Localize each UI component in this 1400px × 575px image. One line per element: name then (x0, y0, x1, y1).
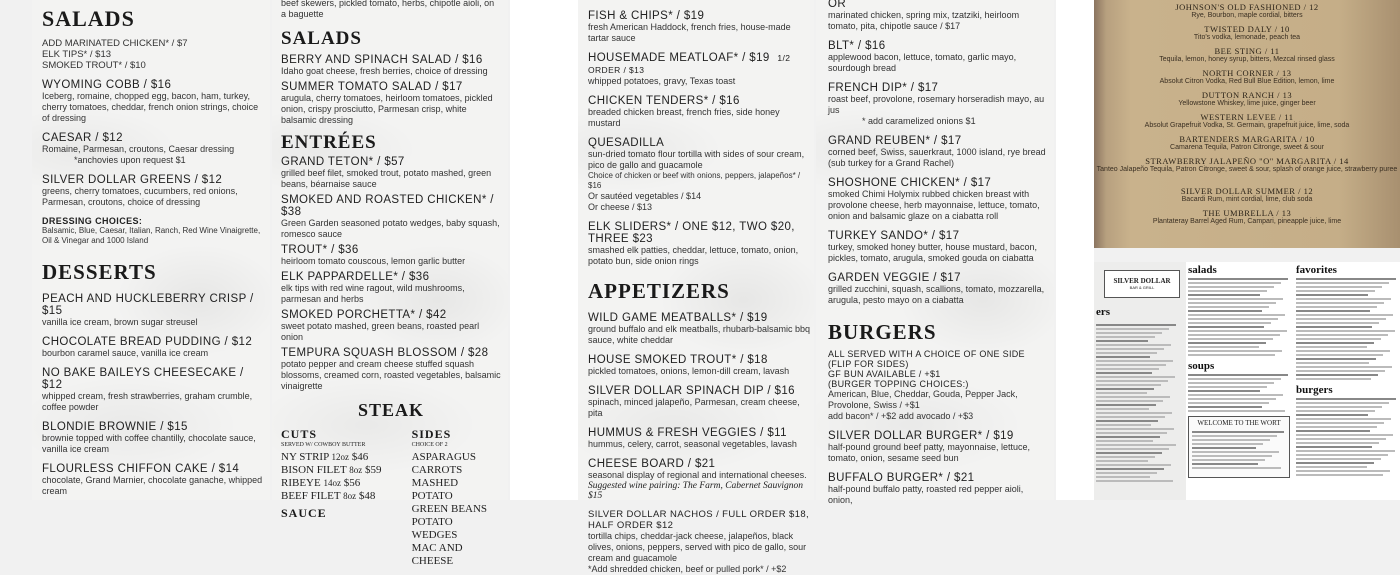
logo: SILVER DOLLAR BAR & GRILL (1104, 270, 1180, 298)
thumb-text-line (1192, 431, 1284, 433)
thumb-text-line (1296, 322, 1379, 324)
thumb-text-line (1188, 334, 1280, 336)
sandwich-desc: roast beef, provolone, rosemary horseradish mayo, au jus (828, 94, 1045, 115)
thumb-text-line (1296, 318, 1386, 320)
menu-item-option: Choice of chicken or beef with onions, peppers, jalapeños* / $16 (588, 171, 801, 190)
thumb-text-line (1096, 400, 1163, 402)
thumb-salads: salads (1188, 264, 1217, 276)
appetizer-desc: pickled tomatoes, onions, lemon-dill cream, lavash (588, 366, 790, 376)
cocktail-item (1094, 186, 1400, 203)
thumb-text-line (1096, 480, 1173, 482)
appetizer-name: WILD GAME MEATBALLS* / $19 (588, 312, 768, 324)
sandwich-desc: grilled zucchini, squash, scallions, tomato, mozzarella, arugula, pesto mayo on a ciabatta (828, 284, 1045, 305)
sides-heading: SIDES (411, 427, 452, 441)
thumb-text-line (1296, 334, 1388, 336)
dessert-name: CHOCOLATE BREAD PUDDING / $12 (42, 336, 253, 348)
cocktail-desc: Rye, Bourbon, maple cordial, bitters (1191, 12, 1303, 19)
cocktail-name: DUTTON RANCH / 13 (1201, 90, 1293, 100)
thumb-text-line (1096, 348, 1164, 350)
cocktail-item (1094, 24, 1400, 41)
thumb-text-line (1096, 428, 1174, 430)
topping-desc: American, Blue, Cheddar, Gouda, Pepper Jack, Provolone, Swiss / +$1 (828, 389, 1018, 410)
cocktail-item (1094, 208, 1400, 225)
menu-item-name: CHICKEN TENDERS* / $16 (588, 95, 740, 107)
thumb-text-line (1188, 338, 1273, 340)
menu-item-desc: Iceberg, romaine, chopped egg, bacon, ham, turkey, cherry tomatoes, cheddar, french onion strings, choice of dressing (42, 91, 259, 123)
entree-name: SMOKED PORCHETTA* / $42 (281, 309, 447, 321)
cocktail-desc: Tanteo Jalapeño Tequila, Patron Citronge, sweet & sour, splash of orange juice, strawberry puree (1096, 166, 1398, 173)
cocktail-desc: Tequila, lemon, honey syrup, bitters, Mezcal rinsed glass (1159, 56, 1335, 63)
appetizer-desc: seasonal display of regional and international cheeses. (588, 470, 807, 480)
menu-item-desc: marinated chicken, spring mix, tzatziki, heirloom tomato, pita, chipotle sauce / $17 (828, 10, 1020, 31)
thumb-burgers: burgers (1296, 384, 1333, 396)
cut-row: BEEF FILET 8oz $48 (281, 490, 376, 502)
dessert-name: FLOURLESS CHIFFON CAKE / $14 (42, 463, 240, 475)
thumb-text-line (1296, 350, 1390, 352)
thumb-left-page (1094, 262, 1186, 500)
appetizer-desc: ground buffalo and elk meatballs, rhubarb-balsamic bbq sauce, white cheddar (588, 324, 810, 345)
thumb-text-line (1096, 424, 1151, 426)
thumb-text-line (1188, 354, 1275, 356)
thumb-text-line (1296, 298, 1391, 300)
thumb-text-line (1096, 364, 1166, 366)
cocktail-desc: Bacardi Rum, mint cordial, lime, club soda (1181, 196, 1313, 203)
cut-row: NY STRIP 12oz $46 (281, 451, 369, 463)
thumb-text-line (1296, 326, 1372, 328)
salads-heading: SALADS (42, 6, 135, 31)
menu-item-desc: greens, cherry tomatoes, cucumbers, red onions, Parmesan, croutons, choice of dressing (42, 186, 238, 207)
burgers-heading: BURGERS (828, 320, 937, 344)
page-gap (510, 0, 578, 500)
appetizer-name: CHEESE BOARD / $21 (588, 458, 716, 470)
menu-item-desc: arugula, cherry tomatoes, heirloom tomatoes, pickled onion, crispy prosciutto, Parmesan crisp, white balsamic dressing (281, 93, 493, 125)
thumb-text-line (1296, 370, 1385, 372)
gf-bun: GF BUN AVAILABLE / +$1 (828, 369, 941, 379)
thumb-text-line (1296, 366, 1392, 368)
dessert-desc: whipped cream, fresh strawberries, graham crumble, coffee powder (42, 391, 253, 412)
side-item: GREEN BEANS (411, 503, 488, 515)
menu-item-name: QUESADILLA (588, 137, 665, 149)
welcome-box: WELCOME TO THE WORT (1188, 416, 1290, 478)
thumb-text-line (1096, 352, 1157, 354)
steak-heading: STEAK (357, 400, 425, 420)
topping-add: add bacon* / +$2 add avocado / +$3 (828, 411, 974, 421)
thumb-text-line (1096, 396, 1170, 398)
thumb-text-line (1188, 302, 1276, 304)
side-item: POTATO WEDGES (411, 516, 458, 541)
thumb-text-line (1296, 330, 1395, 332)
dressing-label: DRESSING CHOICES: (42, 216, 143, 226)
thumb-text-line (1096, 436, 1160, 438)
thumb-col-3 (1296, 264, 1400, 478)
cocktail-desc: Plantateray Barrel Aged Rum, Campari, pineapple juice, lime (1152, 218, 1342, 225)
thumb-text-line (1296, 450, 1395, 452)
thumb-text-line (1188, 410, 1285, 412)
thumb-text-line (1096, 456, 1155, 458)
menu-panel-3 (578, 0, 814, 574)
thumb-text-line (1296, 362, 1369, 364)
thumb-text-line (1192, 451, 1279, 453)
cocktail-desc: Yellowstone Whiskey, lime juice, ginger beer (1178, 100, 1316, 107)
entree-desc: sweet potato mashed, green beans, roasted pearl onion (281, 321, 480, 342)
thumb-text-line (1096, 460, 1148, 462)
dessert-desc: chocolate, Grand Marnier, chocolate ganache, whipped cream (42, 475, 263, 496)
cocktail-name: BEE STING / 11 (1214, 46, 1280, 56)
menu-item-desc: smashed elk patties, cheddar, lettuce, tomato, onion, potato bun, side onion rings (588, 245, 799, 266)
entree-name: TROUT* / $36 (281, 244, 359, 256)
cocktail-name: SILVER DOLLAR SUMMER / 12 (1180, 186, 1314, 196)
thumb-text-line (1296, 302, 1384, 304)
appetizer-name: HOUSE SMOKED TROUT* / $18 (588, 354, 768, 366)
menu-item-name: HOUSEMADE MEATLOAF* / $19 (588, 52, 770, 64)
sandwich-note: * add caramelized onions $1 (862, 116, 976, 126)
cocktail-name: JOHNSON'S OLD FASHIONED / 12 (1175, 2, 1319, 12)
side-item: CARROTS (411, 464, 463, 476)
thumb-text-line (1096, 472, 1157, 474)
thumb-text-line (1096, 324, 1176, 326)
thumb-text-line (1188, 330, 1287, 332)
cocktail-name: WESTERN LEVEE / 11 (1200, 112, 1294, 122)
appetizer-name: SILVER DOLLAR SPINACH DIP / $16 (588, 385, 795, 397)
thumb-text-line (1188, 394, 1283, 396)
menu-item-desc: whipped potatoes, gravy, Texas toast (588, 76, 736, 86)
cocktail-name: NORTH CORNER / 13 (1202, 68, 1292, 78)
thumb-text-line (1096, 376, 1175, 378)
thumb-text-line (1296, 458, 1381, 460)
cocktail-desc: Absolut Citron Vodka, Red Bull Blue Edition, lemon, lime (1159, 78, 1335, 85)
thumb-text-line (1296, 446, 1372, 448)
thumb-text-line (1096, 340, 1148, 342)
appetizer-note: *Add shredded chicken, beef or pulled pork* / +$2 (588, 564, 787, 574)
thumb-text-line (1296, 286, 1382, 288)
thumb-text-line (1192, 459, 1265, 461)
thumb-text-line (1296, 358, 1376, 360)
thumb-text-line (1096, 332, 1162, 334)
thumb-text-line (1188, 382, 1274, 384)
thumb-text-line (1296, 314, 1393, 316)
thumb-heading: ers (1096, 306, 1111, 318)
cocktail-name: TWISTED DALY / 10 (1204, 24, 1290, 34)
cocktail-item (1094, 68, 1400, 85)
thumb-text-line (1096, 476, 1150, 478)
menu-item-desc: breaded chicken breast, french fries, side honey mustard (588, 107, 780, 128)
menu-panel-2 (272, 0, 508, 567)
desserts-heading: DESSERTS (42, 260, 157, 284)
dessert-desc: bourbon caramel sauce, vanilla ice cream (42, 348, 209, 358)
sides-subheading: CHOICE OF 2 (411, 442, 448, 448)
cocktail-item (1094, 134, 1400, 151)
thumb-text-line (1296, 282, 1389, 284)
thumb-text-line (1188, 298, 1283, 300)
menu-item-desc: Idaho goat cheese, fresh berries, choice of dressing (281, 66, 488, 76)
menu-item-desc: fresh American Haddock, french fries, house-made tartar sauce (588, 22, 791, 43)
menu-thumbnail (1094, 262, 1400, 500)
sandwich-desc: corned beef, Swiss, sauerkraut, 1000 island, rye bread (sub turkey for a Grand Rachel) (828, 147, 1046, 168)
thumb-text-line (1296, 378, 1371, 380)
appetizer-desc: tortilla chips, cheddar-jack cheese, jalapeños, black olives, onions, peppers, served with pico de gallo, sour cream and guacamole (588, 531, 807, 563)
thumb-text-line (1188, 306, 1269, 308)
thumb-col-2 (1188, 264, 1294, 478)
cocktail-name: STRAWBERRY JALAPEÑO "O" MARGARITA / 14 (1145, 156, 1349, 166)
thumb-text-line (1188, 318, 1278, 320)
menu-item-desc: Romaine, Parmesan, croutons, Caesar dressing (42, 144, 235, 154)
menu-item-name: OR (828, 0, 847, 10)
menu-item-note: *anchovies upon request $1 (74, 155, 186, 165)
thumb-text-line (1296, 294, 1368, 296)
thumb-text-line (1296, 454, 1388, 456)
thumb-text-line (1188, 398, 1276, 400)
thumb-text-line (1296, 414, 1368, 416)
dessert-name: PEACH AND HUCKLEBERRY CRISP / $15 (42, 293, 254, 317)
thumb-text-line (1188, 350, 1282, 352)
thumb-text-line (1096, 416, 1165, 418)
thumb-text-line (1296, 430, 1370, 432)
side-item: MASHED POTATO (411, 477, 459, 502)
thumb-text-line (1096, 412, 1172, 414)
appetizer-desc: spinach, minced jalapeño, Parmesan, cream cheese, pita (588, 397, 800, 418)
side-item: ASPARAGUS (411, 451, 476, 463)
thumb-text-line (1296, 406, 1382, 408)
cocktail-item (1094, 90, 1400, 107)
thumb-text-line (1188, 314, 1285, 316)
thumb-text-line (1192, 435, 1277, 437)
sandwich-name: GRAND REUBEN* / $17 (828, 135, 962, 147)
thumb-text-line (1188, 402, 1269, 404)
thumb-text-line (1188, 346, 1259, 348)
thumb-text-line (1188, 290, 1267, 292)
thumb-soups: soups (1188, 360, 1215, 372)
thumb-text-line (1296, 442, 1379, 444)
dessert-desc: vanilla ice cream, brown sugar streusel (42, 317, 198, 327)
thumb-text-line (1188, 286, 1274, 288)
thumb-text-line (1096, 368, 1159, 370)
thumb-text-line (1296, 346, 1367, 348)
menu-item-name: ELK SLIDERS* / ONE $12, TWO $20, THREE $23 (588, 221, 795, 245)
thumb-text-line (1192, 467, 1281, 469)
entree-desc: grilled beef filet, smoked trout, potato mashed, green beans, béarnaise sauce (281, 168, 492, 189)
entree-desc: Green Garden seasoned potato wedges, baby squash, romesco sauce (281, 218, 500, 239)
thumb-text-line (1096, 408, 1149, 410)
sandwich-desc: smoked Chimi Holymix rubbed chicken breast with provolone cheese, herb mayonnaise, lettuce, tomato, onion and balsamic glaze on a ciabatta roll (828, 189, 1040, 221)
dessert-name: BLONDIE BROWNIE / $15 (42, 421, 188, 433)
thumb-text-line (1296, 374, 1378, 376)
menu-item-desc: beef skewers, pickled tomato, herbs, chipotle aioli, on a baguette (281, 0, 495, 19)
menu-item-option: Or sautéed vegetables / $14 (588, 191, 702, 201)
thumb-text-line (1096, 336, 1155, 338)
thumb-text-line (1096, 388, 1154, 390)
thumb-text-line (1296, 310, 1370, 312)
entree-desc: heirloom tomato couscous, lemon garlic butter (281, 256, 466, 266)
thumb-text-line (1096, 392, 1147, 394)
burger-desc: half-pound buffalo patty, roasted red pepper aioli, onion, (828, 484, 1024, 505)
cocktail-desc: Absolut Grapefruit Vodka, St. Germain, grapefruit juice, lime, soda (1144, 122, 1350, 129)
thumb-text-line (1296, 426, 1377, 428)
thumb-text-line (1296, 418, 1391, 420)
thumb-text-line (1296, 338, 1381, 340)
thumb-text-line (1296, 398, 1396, 400)
thumb-text-line (1096, 328, 1169, 330)
cocktail-name: BARTENDERS MARGARITA / 10 (1179, 134, 1315, 144)
menu-panel-1 (32, 0, 270, 500)
sandwich-name: TURKEY SANDO* / $17 (828, 230, 960, 242)
sauce-heading: SAUCE (281, 506, 327, 520)
cocktail-desc: Tito's vodka, lemonade, peach tea (1193, 34, 1301, 41)
thumb-text-line (1188, 294, 1260, 296)
thumb-text-line (1192, 439, 1270, 441)
entree-desc: elk tips with red wine ragout, wild mushrooms, parmesan and herbs (281, 283, 465, 304)
entree-name: SMOKED AND ROASTED CHICKEN* / $38 (281, 194, 494, 218)
cocktail-item (1094, 46, 1400, 63)
addon-line: ELK TIPS* / $13 (42, 49, 112, 60)
thumb-text-line (1296, 466, 1367, 468)
dessert-desc: brownie topped with coffee chantilly, chocolate sauce, vanilla ice cream (42, 433, 256, 454)
thumb-text-line (1096, 440, 1153, 442)
appetizer-name: HUMMUS & FRESH VEGGIES / $11 (588, 427, 787, 439)
menu-item-name: CAESAR / $12 (42, 132, 123, 144)
thumb-text-line (1096, 372, 1152, 374)
cocktail-menu-photo (1094, 0, 1400, 248)
thumb-text-line (1296, 438, 1386, 440)
cut-row: RIBEYE 14oz $56 (281, 477, 361, 489)
cocktail-name: THE UMBRELLA / 13 (1202, 208, 1292, 218)
cuts-subheading: SERVED W/ COWBOY BUTTER (281, 442, 366, 448)
sandwich-desc: applewood bacon, lettuce, tomato, garlic mayo, sourdough bread (828, 52, 1017, 73)
half-order: 1/2 ORDER / $13 (588, 53, 791, 75)
appetizers-heading: APPETIZERS (588, 279, 730, 303)
thumb-text-line (1296, 278, 1396, 280)
thumb-text-line (1096, 464, 1171, 466)
thumb-text-line (1096, 420, 1158, 422)
thumb-text-line (1096, 452, 1162, 454)
thumb-text-line (1188, 322, 1271, 324)
addon-line: ADD MARINATED CHICKEN* / $7 (42, 38, 188, 49)
thumb-text-line (1192, 443, 1263, 445)
sandwich-name: BLT* / $16 (828, 40, 886, 52)
cocktail-item (1094, 112, 1400, 129)
thumb-text-line (1188, 374, 1288, 376)
thumb-text-line (1096, 432, 1167, 434)
thumb-text-line (1096, 468, 1164, 470)
burger-name: BUFFALO BURGER* / $21 (828, 472, 975, 484)
topping-heading: (BURGER TOPPING CHOICES:) (828, 379, 969, 389)
menu-item-name: SILVER DOLLAR GREENS / $12 (42, 174, 223, 186)
thumb-text-line (1296, 290, 1375, 292)
thumb-text-line (1192, 447, 1256, 449)
thumb-text-line (1296, 342, 1374, 344)
menu-item-name: WYOMING COBB / $16 (42, 79, 172, 91)
thumb-text-line (1296, 306, 1377, 308)
thumb-text-line (1296, 434, 1393, 436)
thumb-text-line (1188, 326, 1264, 328)
thumb-text-line (1188, 342, 1266, 344)
dressing-desc: Balsamic, Blue, Caesar, Italian, Ranch, Red Wine Vinaigrette, Oil & Vinegar and 1000 Island (42, 226, 261, 245)
entree-desc: potato pepper and cream cheese stuffed squash blossoms, creamed corn, roasted vegetables, balsamic vinaigrette (281, 359, 501, 391)
appetizer-desc: hummus, celery, carrot, seasonal vegetables, lavash (588, 439, 797, 449)
side-item: MAC AND CHEESE (411, 542, 463, 567)
menu-item-desc: sun-dried tomato flour tortilla with sides of sour cream, pico de gallo and guacamole (588, 149, 805, 170)
thumb-text-line (1188, 378, 1281, 380)
addon-line: SMOKED TROUT* / $10 (42, 60, 146, 71)
thumb-text-line (1096, 444, 1176, 446)
burgers-intro: ALL SERVED WITH A CHOICE OF ONE SIDE (FLIP FOR SIDES) (828, 349, 1025, 369)
thumb-text-line (1192, 455, 1272, 457)
thumb-text-line (1188, 282, 1281, 284)
thumb-text-line (1296, 462, 1374, 464)
thumb-text-line (1296, 422, 1384, 424)
thumb-text-line (1296, 354, 1383, 356)
cuts-heading: CUTS (281, 427, 318, 441)
cut-row: BISON FILET 8oz $59 (281, 464, 382, 476)
cocktail-desc: Camarena Tequila, Patron Citronge, sweet & sour (1170, 144, 1324, 151)
menu-item-name: BERRY AND SPINACH SALAD / $16 (281, 54, 483, 66)
thumb-text-line (1192, 463, 1258, 465)
thumb-text-line (1188, 278, 1288, 280)
thumb-text-line (1296, 410, 1375, 412)
sandwich-name: SHOSHONE CHICKEN* / $17 (828, 177, 992, 189)
appetizer-name: SILVER DOLLAR NACHOS / FULL ORDER $18, HALF ORDER $12 (588, 509, 810, 531)
cocktail-item (1094, 156, 1400, 173)
entree-name: GRAND TETON* / $57 (281, 156, 405, 168)
entree-name: ELK PAPPARDELLE* / $36 (281, 271, 430, 283)
thumb-text-line (1188, 390, 1260, 392)
thumb-favorites: favorites (1296, 264, 1337, 276)
entrees-heading: ENTRÉES (281, 132, 377, 153)
dessert-name: NO BAKE BAILEYS CHEESECAKE / $12 (42, 367, 244, 391)
wine-pairing: Suggested wine pairing: The Farm, Cabernet Sauvignon $15 (588, 481, 804, 501)
thumb-text-line (1096, 380, 1168, 382)
thumb-text-line (1296, 470, 1390, 472)
sandwich-name: GARDEN VEGGIE / $17 (828, 272, 961, 284)
thumb-text-line (1096, 344, 1171, 346)
burger-name: SILVER DOLLAR BURGER* / $19 (828, 430, 1014, 442)
salads-heading: SALADS (281, 28, 362, 49)
thumb-text-line (1096, 404, 1156, 406)
thumb-text-line (1296, 474, 1383, 476)
cocktail-item (1094, 2, 1400, 19)
thumb-text-line (1096, 356, 1150, 358)
thumb-text-line (1096, 360, 1173, 362)
thumb-text-line (1296, 402, 1389, 404)
entree-name: TEMPURA SQUASH BLOSSOM / $28 (281, 347, 489, 359)
menu-item-name: FISH & CHIPS* / $19 (588, 10, 705, 22)
page-gap (1056, 0, 1094, 500)
menu-item-option: Or cheese / $13 (588, 202, 653, 212)
sandwich-name: FRENCH DIP* / $17 (828, 82, 939, 94)
burger-desc: half-pound ground beef patty, mayonnaise, lettuce, tomato, onion, sesame seed bun (828, 442, 1030, 463)
sandwich-desc: turkey, smoked honey butter, house mustard, bacon, pickles, tomato, arugula, smoked gouda on ciabatta (828, 242, 1037, 263)
thumb-text-line (1096, 384, 1161, 386)
menu-item-name: SUMMER TOMATO SALAD / $17 (281, 81, 463, 93)
thumb-text-line (1188, 386, 1267, 388)
thumb-text-line (1188, 406, 1262, 408)
thumb-text-line (1188, 310, 1262, 312)
thumb-text-line (1096, 448, 1169, 450)
menu-panel-4 (816, 0, 1054, 505)
